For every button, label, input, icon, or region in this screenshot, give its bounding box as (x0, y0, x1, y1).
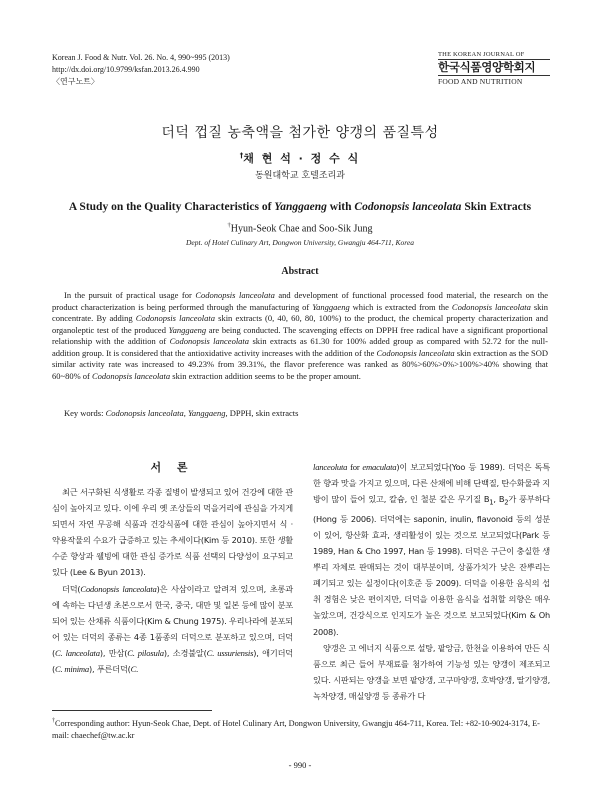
footnote-corresponding-author: †Corresponding author: Hyun-Seok Chae, Dept. of Hotel Culinary Art, Dongwon University, Gwangju 464-711, Korea. Tel: +82-10-9024-3174, E-mail: chaechef@tw.ac.kr (52, 718, 540, 741)
journal-line: Korean J. Food & Nutr. Vol. 26. No. 4, 990~995 (2013) (52, 53, 230, 62)
authors-korean (0, 150, 600, 166)
footnote-divider (52, 710, 212, 711)
journal-citation (52, 52, 230, 88)
article-type: 〈연구노트〉 (52, 77, 99, 86)
section-heading-introduction: 서 론 (150, 461, 194, 474)
journal-name-top: THE KOREAN JOURNAL OF (438, 51, 550, 60)
paragraph: 양갱은 고 에너지 식품으로 설탕, 팥앙금, 한천을 이용하여 만든 식품으로 최근 들어 부재료를 첨가하여 기능성 있는 양갱이 제조되고 있다. 시판되는 양갱을 보면 팥양갱, 고구마양갱, 호박양갱, 딸기양갱, 녹차양갱, 매실양갱 등 종류가 다 (313, 642, 550, 701)
doi-link[interactable]: http://dx.doi.org/10.9799/ksfan.2013.26.4.990 (52, 65, 200, 74)
title-korean: 더덕 껍질 농축액을 첨가한 양갱의 품질특성 (161, 125, 439, 141)
abstract-body: In the pursuit of practical usage for Codonopsis lanceolata and development of functional processed food material, the research on the product characterization is being performed through the manufacturing of Yanggaeng which is extracted from the Codonopsis lanceolata skin concentrate. By adding Codonopsis lanceolata skin extracts (0, 40, 60, 80, 100%) to the product, the chemical property characterization and organoleptic test of the produced Yanggaeng are being conducted. The scavenging effects on DPPH free radical have a significant proportional relationship with the addition of Codonopsis lanceolata skin extracts as 61.30 for 100% added group as compared with 52.72 for the null-addition group. It is considered that the antioxidative activity increases with the addition of the Codonopsis lanceolata skin extraction as the SOD similar activity rate was increased to 49.23% from 39.31%, the flavor preference was ranked as 80%>60%>0%>100%>40% showing that 60~80% of Codonopsis lanceolata skin extraction addition seems to be the proper amount. (52, 290, 549, 381)
title-en-italic: Yanggaeng (274, 201, 327, 213)
corresponding-mark: † (227, 222, 231, 229)
author-names-ko: 채 현 석 · 정 수 식 (243, 152, 361, 165)
paragraph: 더덕(Codonopsis lanceolata)은 사삼이라고 알려져 있으며, 초롱과에 속하는 다년생 초본으로서 한국, 중국, 대만 및 일본 등에 많이 분포되어 있는 산채류 식품이다(Kim & Chung 1975). 우리나라에 분포되어 있는 더덕의 종류는 4종 1품종의 더덕으로 분포하고 있으며, 더덕(C. lanceolata), 만삼(C. pilosula), 소경불알(C. ussuriensis), 애기더덕(C. minima), 푸른더덕(C. (52, 583, 294, 675)
keywords: Key words: Codonopsis lanceolata, Yanggaeng, DPPH, skin extracts (64, 408, 299, 418)
title-en-italic: Codonopsis lanceolata (354, 201, 462, 213)
body-column-left (52, 484, 293, 677)
author-names-en: Hyun-Seok Chae and Soo-Sik Jung (230, 223, 373, 235)
corresponding-mark: † (239, 151, 244, 160)
title-en-part: Skin Extracts (461, 201, 532, 213)
title-english (0, 201, 600, 213)
authors-english (0, 222, 600, 234)
abstract-heading: Abstract (281, 266, 319, 277)
body-column-right (313, 459, 550, 704)
page-number: - 990 - (288, 760, 312, 770)
journal-name-bottom: FOOD AND NUTRITION (438, 75, 550, 86)
affiliation-korean: 동원대학교 호텔조리과 (255, 171, 345, 181)
journal-name-ko: 한국식품영양학회지 (438, 60, 536, 74)
title-en-part: A Study on the Quality Characteristics of (68, 201, 275, 213)
paragraph: lanceoluta for emaculata)이 보고되었다(Yoo 등 1989). 더덕은 독특한 향과 맛을 가지고 있으며, 다른 산채에 비해 단백질, 탄수화물과 지방이 많이 들어 있고, 칼슘, 인 철분 같은 무기질 $B_1$, $B_2$가 풍부하다(Hong 등 2006). 더덕에는 saponin, inulin, flavonoid 등의 성분이 있어, 항산화 효과, 생리활성이 있는 것으로 보고되었다(Park 등 1989, Han & Cho 1997, Han 등 1998). 더덕은 구근이 충실한 생 뿌리 자체로 판매되는 것이 대부분이며, 상품가치가 낮은 잔뿌리는 폐기되고 있는 실정이다(이호준 등 2009). 더덕을 이용한 음식의 섭취 경험은 낮은 편이지만, 더덕을 이용한 음식을 섭취할 의향은 매우 높았으며, 건강식으로 인지도가 높은 것으로 보고되었다(Kim & Oh 2008). (313, 462, 550, 637)
paragraph: 최근 서구화된 식생활로 각종 질병이 발생되고 있어 건강에 대한 관심이 높아지고 있다. 이에 우리 옛 조상들의 먹을거리에 관심을 가지게 되면서 자연 무공해 식품과 건강식품에 대한 관심이 높아지면서 식 · 약용작물의 수요가 급증하고 있는 추세이다(Kim 등 2010). 또한 생활수준 향상과 웰빙에 대한 관심 증가로 식품 선택의 다양성이 요구되고 있다 (Lee & Byun 2013). (52, 487, 293, 578)
journal-logo (438, 51, 550, 86)
affiliation-english: Dept. of Hotel Culinary Art, Dongwon University, Gwangju 464-711, Korea (186, 238, 414, 247)
title-en-part: with (326, 201, 355, 213)
